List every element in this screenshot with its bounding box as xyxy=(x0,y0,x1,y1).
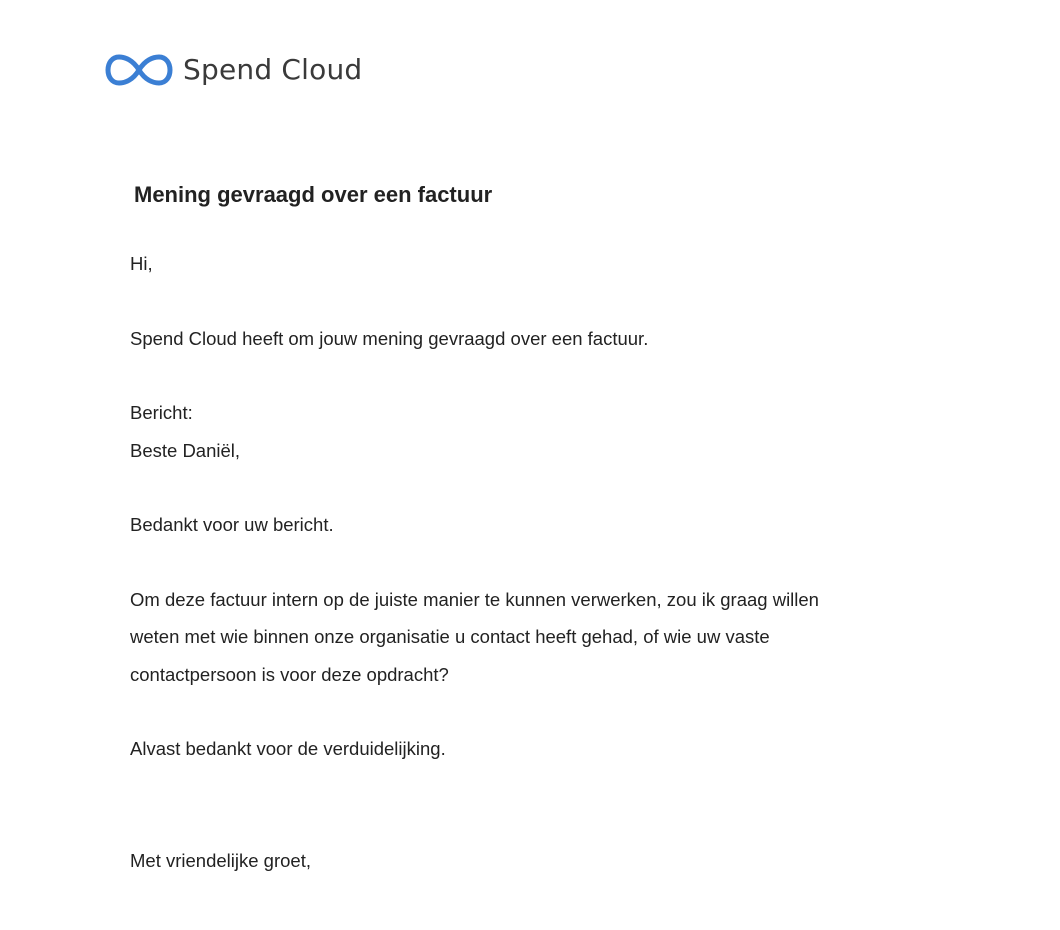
email-body xyxy=(130,178,950,879)
clarification-text: Alvast bedankt voor de verduidelijking. xyxy=(130,738,446,759)
infinity-cloud-icon xyxy=(104,52,174,88)
thanks-text: Bedankt voor uw bericht. xyxy=(130,514,334,535)
brand-logo xyxy=(104,50,362,90)
brand-name: Spend Cloud xyxy=(183,53,363,86)
intro-text: Spend Cloud heeft om jouw mening gevraagd over een factuur. xyxy=(130,327,649,349)
message-label: Bericht: xyxy=(130,402,193,423)
email-title: Mening gevraagd over een factuur xyxy=(134,182,493,207)
body-line-3: contactpersoon is voor deze opdracht? xyxy=(130,663,449,685)
body-line-2: weten met wie binnen onze organisatie u contact heeft gehad, of wie uw vaste xyxy=(130,626,770,647)
greeting: Hi, xyxy=(130,253,153,274)
body-line-1: Om deze factuur intern op de juiste manier te kunnen verwerken, zou ik graag willen xyxy=(130,588,819,610)
closing-text: Met vriendelijke groet, xyxy=(130,849,311,871)
salutation: Beste Daniël, xyxy=(130,439,241,461)
